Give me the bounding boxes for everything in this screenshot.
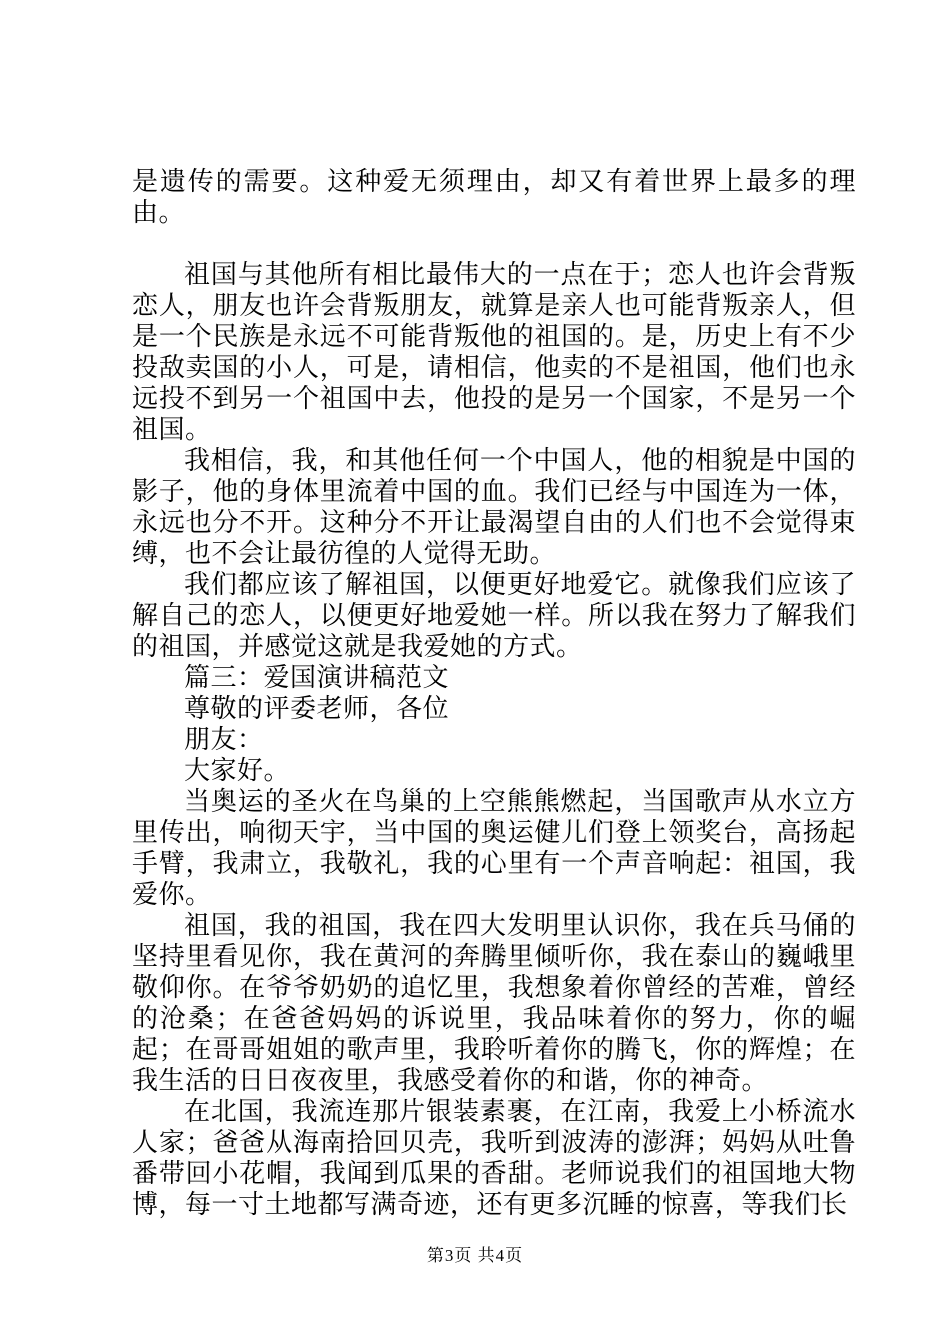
paragraph-motherland-comparison: 祖国与其他所有相比最伟大的一点在于；恋人也许会背叛恋人，朋友也许会背叛朋友，就算是亲人也可能背叛亲人，但是一个民族是永远不可能背叛他的祖国的。是，历史上有不少投敌卖国的小人，可是，请相信，他卖的不是祖国，他们也永远投不到另一个祖国中去，他投的是另一个国家，不是另一个祖国。 [132, 260, 856, 444]
paragraph-understand-motherland: 我们都应该了解祖国，以便更好地爱它。就像我们应该了解自己的恋人，以便更好地爱她一样。所以我在努力了解我们的祖国，并感觉这就是我爱她的方式。 [132, 570, 856, 661]
paragraph-my-motherland: 祖国，我的祖国，我在四大发明里认识你，我在兵马俑的坚持里看见你，我在黄河的奔腾里倾听你，我在泰山的巍峨里敬仰你。在爷爷奶奶的追忆里，我想象着你曾经的苦难，曾经的沧桑；在爸爸妈妈的诉说里，我品味着你的努力，你的崛起；在哥哥姐姐的歌声里，我聆听着你的腾飞，你的辉煌；在我生活的日日夜夜里，我感受着你的和谐，你的神奇。 [132, 911, 856, 1095]
document-body [132, 166, 856, 1220]
salutation-friends: 朋友： [184, 725, 264, 754]
paragraph-i-believe: 我相信，我，和其他任何一个中国人，他的相貌是中国的影子，他的身体里流着中国的血。我们已经与中国连为一体，永远也分不开。这种分不开让最渴望自由的人们也不会觉得束缚，也不会让最彷徨的人觉得无助。 [132, 446, 856, 568]
paragraph-continuation: 是遗传的需要。这种爱无须理由，却又有着世界上最多的理由。 [132, 167, 856, 227]
page-number: 第3页 共4页 [426, 1246, 524, 1265]
page-footer [0, 1241, 950, 1266]
paragraph-olympic-flame: 当奥运的圣火在鸟巢的上空熊熊燃起，当国歌声从水立方里传出，响彻天宇，当中国的奥运健儿们登上领奖台，高扬起手臂，我肃立，我敬礼，我的心里有一个声音响起：祖国，我爱你。 [132, 787, 856, 909]
paragraph-north-south: 在北国，我流连那片银装素裹，在江南，我爱上小桥流水人家；爸爸从海南拾回贝壳，我听到波涛的澎湃；妈妈从吐鲁番带回小花帽，我闻到瓜果的香甜。老师说我们的祖国地大物博，每一寸土地都写满奇迹，还有更多沉睡的惊喜，等我们长 [132, 1097, 856, 1219]
salutation-greeting: 大家好。 [184, 756, 291, 785]
blank-line [132, 228, 856, 259]
section-heading-part-three: 篇三：爱国演讲稿范文 [184, 663, 450, 692]
salutation-judges: 尊敬的评委老师，各位 [184, 694, 450, 723]
